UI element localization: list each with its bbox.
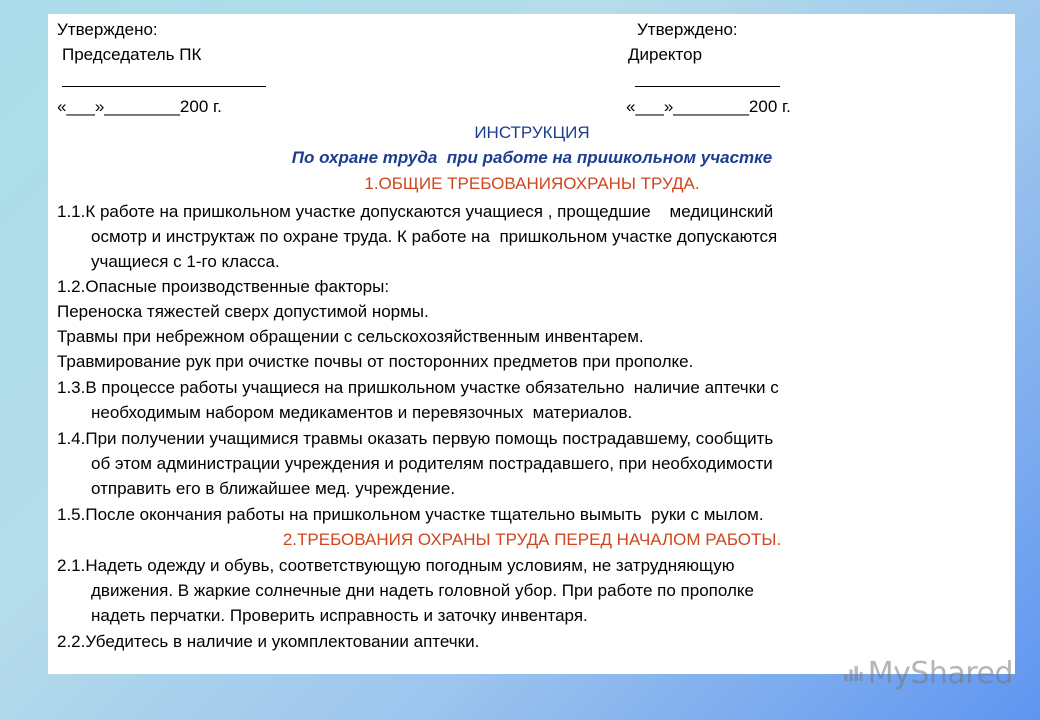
item-line: 1.1.К работе на пришкольном участке допускаются учащиеся , прощедшие медицинский	[57, 202, 774, 221]
right-approved-label: Утверждено:	[637, 20, 738, 39]
left-approved-label: Утверждено:	[57, 20, 158, 39]
section-1-item-4: Травмы при небрежном обращении с сельскохозяйственным инвентарем.	[57, 327, 644, 346]
right-date: «___»________200 г.	[626, 97, 791, 116]
item-line: надеть перчатки. Проверить исправность и заточку инвентаря.	[91, 606, 588, 625]
section-1-heading: 1.ОБЩИЕ ТРЕБОВАНИЯОХРАНЫ ТРУДА.	[364, 174, 700, 193]
item-line: 2.1.Надеть одежду и обувь, соответствующую погодным условиям, не затрудняющую	[57, 556, 735, 575]
bar-chart-icon	[843, 655, 864, 691]
section-1-item-8: 1.5.После окончания работы на пришкольном участке тщательно вымыть руки с мылом.	[57, 505, 764, 524]
document-title: ИНСТРУКЦИЯ	[474, 123, 590, 142]
document-subtitle: По охране труда при работе на пришкольном участке	[291, 148, 773, 167]
item-line: движения. В жаркие солнечные дни надеть головной убор. При работе по прополке	[91, 581, 754, 600]
left-date: «___»________200 г.	[57, 97, 222, 116]
item-line: осмотр и инструктаж по охране труда. К работе на пришкольном участке допускаются	[91, 227, 778, 246]
section-1-item-3: Переноска тяжестей сверх допустимой нормы.	[57, 302, 429, 321]
left-role: Председатель ПК	[62, 45, 202, 64]
document-page	[48, 14, 1015, 674]
item-line: необходимым набором медикаментов и перевязочных материалов.	[91, 403, 633, 422]
item-line: 1.4.При получении учащимися травмы оказать первую помощь пострадавшему, сообщить	[57, 429, 774, 448]
item-line: отправить его в ближайшее мед. учреждение.	[91, 479, 456, 498]
section-1-item-5: Травмирование рук при очистке почвы от посторонних предметов при прополке.	[57, 352, 694, 371]
right-signature-line	[635, 86, 780, 87]
item-line: учащиеся с 1-го класса.	[91, 252, 280, 271]
myshared-logo	[843, 653, 1013, 693]
section-2-item-2: 2.2.Убедитесь в наличие и укомплектовании аптечки.	[57, 632, 480, 651]
right-role: Директор	[628, 45, 703, 64]
logo-text: MyShared	[867, 655, 1013, 691]
item-line: об этом администрации учреждения и родителям пострадавшего, при необходимости	[91, 454, 773, 473]
section-1-item-2: 1.2.Опасные производственные факторы:	[57, 277, 390, 296]
item-line: 1.3.В процессе работы учащиеся на пришкольном участке обязательно наличие аптечки с	[57, 378, 779, 397]
left-signature-line	[62, 86, 266, 87]
section-2-heading: 2.ТРЕБОВАНИЯ ОХРАНЫ ТРУДА ПЕРЕД НАЧАЛОМ РАБОТЫ.	[282, 530, 782, 549]
